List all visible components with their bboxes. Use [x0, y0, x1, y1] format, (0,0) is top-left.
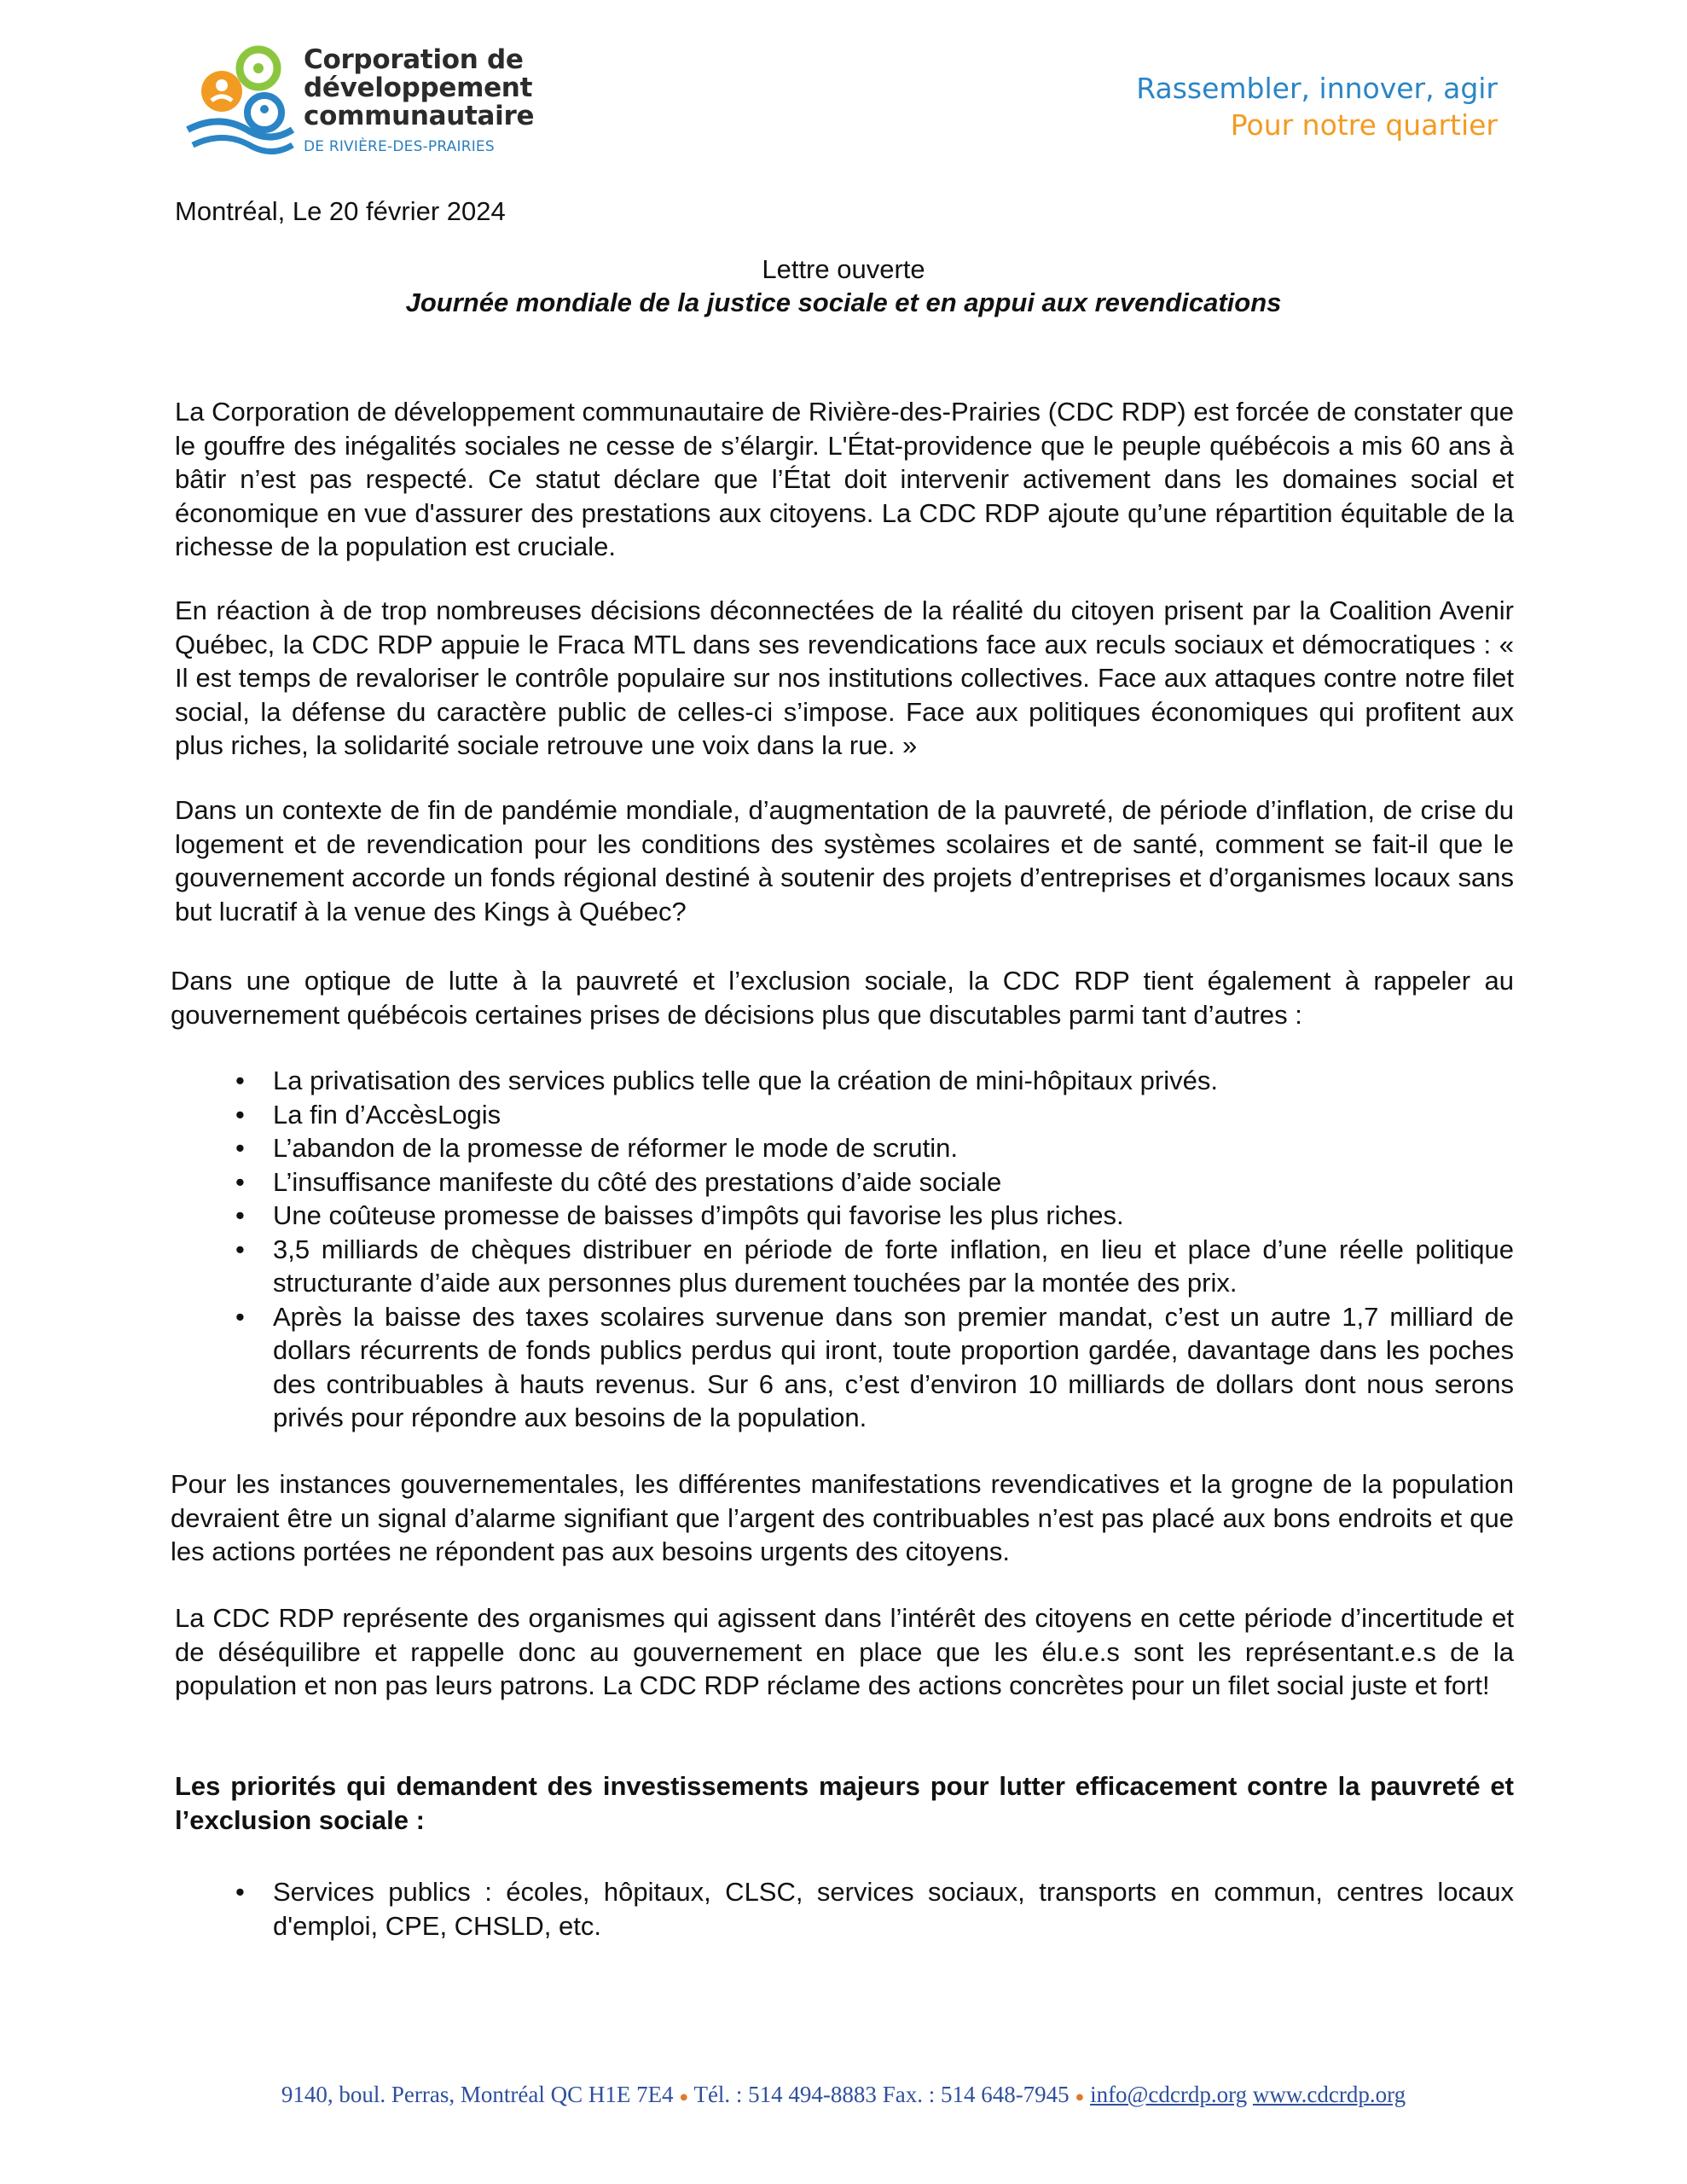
decisions-list — [235, 1064, 1514, 1435]
paragraph: La Corporation de développement communautaire de Rivière-des-Prairies (CDC RDP) est forcée de constater que le gouffre des inégalités sociales ne cesse de s’élargir. L'État-providence que le peuple québécois a mis 60 ans à bâtir n’est pas respecté. Ce statut déclare que l’État doit intervenir activement dans les domaines social et économique en vue d'assurer des prestations aux citoyens. La CDC RDP ajoute qu’une répartition équitable de la richesse de la population est cruciale. — [175, 397, 1514, 561]
priorities-heading: Les priorités qui demandent des investissements majeurs pour lutter efficacement contre la pauvreté et l’exclusion sociale : — [175, 1771, 1514, 1835]
footer — [0, 2082, 1687, 2108]
list-item — [235, 1098, 1514, 1132]
list-item — [235, 1875, 1514, 1943]
organization-name-line: communautaire — [304, 101, 535, 131]
bullet-icon: • — [235, 1066, 245, 1095]
bullet-icon: • — [235, 1301, 245, 1332]
letter-date: Montréal, Le 20 février 2024 — [175, 196, 506, 226]
paragraph: La CDC RDP représente des organismes qui agissent dans l’intérêt des citoyens en cette période d’incertitude et de déséquilibre et rappelle donc au gouvernement en place que les élu.e.s sont les représentant.e.s de la population et non pas leurs patrons. La CDC RDP réclame des actions concrètes pour un filet social juste et fort! — [175, 1603, 1514, 1700]
letter-title-block — [0, 253, 1687, 319]
list-item — [235, 1064, 1514, 1098]
separator-dot-icon: ● — [1075, 2088, 1085, 2106]
list-item-text: La privatisation des services publics telle que la création de mini-hôpitaux privés. — [273, 1066, 1218, 1095]
list-item — [235, 1199, 1514, 1233]
separator-dot-icon: ● — [679, 2088, 689, 2106]
list-item — [235, 1300, 1514, 1435]
logo-emblem-icon — [186, 44, 297, 160]
list-item-text: Une coûteuse promesse de baisses d’impôts qui favorise les plus riches. — [273, 1200, 1124, 1230]
footer-email-link[interactable]: info@cdcrdp.org — [1090, 2082, 1248, 2107]
list-item — [235, 1131, 1514, 1165]
paragraph: En réaction à de trop nombreuses décisions déconnectées de la réalité du citoyen prisent par la Coalition Avenir Québec, la CDC RDP appuie le Fraca MTL dans ses revendications face aux reculs sociaux et démocratiques : « Il est temps de revaloriser le contrôle populaire sur nos institutions collectives. Face aux attaques contre notre filet social, la défense du caractère public de celles-ci s’impose. Face aux politiques économiques qui profitent aux plus riches, la solidarité sociale retrouve une voix dans la rue. » — [175, 595, 1514, 760]
footer-fax: Fax. : 514 648-7945 — [882, 2082, 1070, 2107]
list-item-text: Services publics : écoles, hôpitaux, CLSC, services sociaux, transports en commun, centres locaux d'emploi, CPE, CHSLD, etc. — [273, 1877, 1514, 1941]
letter-type: Lettre ouverte — [762, 254, 925, 284]
paragraph: Dans une optique de lutte à la pauvreté et l’exclusion sociale, la CDC RDP tient également à rappeler au gouvernement québécois certaines prises de décisions plus que discutables parmi tant d’autres : — [171, 966, 1514, 1030]
organization-name-line: Corporation de — [304, 44, 524, 75]
priorities-list — [235, 1875, 1514, 1943]
tagline-line-1: Rassembler, innover, agir — [1136, 72, 1498, 105]
tagline — [1136, 70, 1498, 143]
letter-subtitle: Journée mondiale de la justice sociale et en appui aux revendications — [405, 288, 1282, 317]
paragraph: Pour les instances gouvernementales, les différentes manifestations revendicatives et la grogne de la population devraient être un signal d’alarme signifiant que l’argent des contribuables n’est pas placé aux bons endroits et que les actions portées ne répondent pas aux besoins urgents des citoyens. — [171, 1469, 1514, 1566]
list-item — [235, 1233, 1514, 1300]
bullet-icon: • — [235, 1234, 245, 1264]
list-item-text: 3,5 milliards de chèques distribuer en période de forte inflation, en lieu et place d’une réelle politique structurante d’aide aux personnes plus durement touchées par la montée des prix. — [273, 1234, 1514, 1298]
organization-name-line: développement — [304, 73, 533, 103]
paragraph: Dans un contexte de fin de pandémie mondiale, d’augmentation de la pauvreté, de période d’inflation, de crise du logement et de revendication pour les conditions des systèmes scolaires et de santé, comment se fait-il que le gouvernement accorde un fonds régional destiné à soutenir des projets d’entreprises et d’organismes locaux sans but lucratif à la venue des Kings à Québec? — [175, 795, 1514, 926]
organization-subtitle: DE RIVIÈRE-DES-PRAIRIES — [304, 138, 495, 155]
bullet-icon: • — [235, 1166, 245, 1197]
list-item-text: La fin d’AccèsLogis — [273, 1099, 501, 1130]
tagline-line-2: Pour notre quartier — [1230, 108, 1498, 142]
footer-address: 9140, boul. Perras, Montréal QC H1E 7E4 — [281, 2082, 674, 2107]
list-item-text: L’abandon de la promesse de réformer le mode de scrutin. — [273, 1133, 959, 1163]
organization-logo — [186, 44, 544, 164]
list-item-text: L’insuffisance manifeste du côté des prestations d’aide sociale — [273, 1166, 1002, 1197]
bullet-icon: • — [235, 1133, 245, 1163]
list-item — [235, 1165, 1514, 1199]
bullet-icon: • — [235, 1099, 245, 1130]
bullet-icon: • — [235, 1200, 245, 1230]
footer-website-link[interactable]: www.cdcrdp.org — [1252, 2082, 1406, 2107]
list-item-text: Après la baisse des taxes scolaires survenue dans son premier mandat, c’est un autre 1,7 milliard de dollars récurrents de fonds publics perdus qui iront, toute proportion gardée, davantage dans les poches des contribuables à hauts revenus. Sur 6 ans, c’est d’environ 10 milliards de dollars dont nous serons privés pour répondre aux besoins de la population. — [273, 1301, 1514, 1432]
organization-name — [304, 46, 534, 131]
footer-phone: Tél. : 514 494-8883 — [693, 2082, 877, 2107]
bullet-icon: • — [235, 1877, 245, 1907]
